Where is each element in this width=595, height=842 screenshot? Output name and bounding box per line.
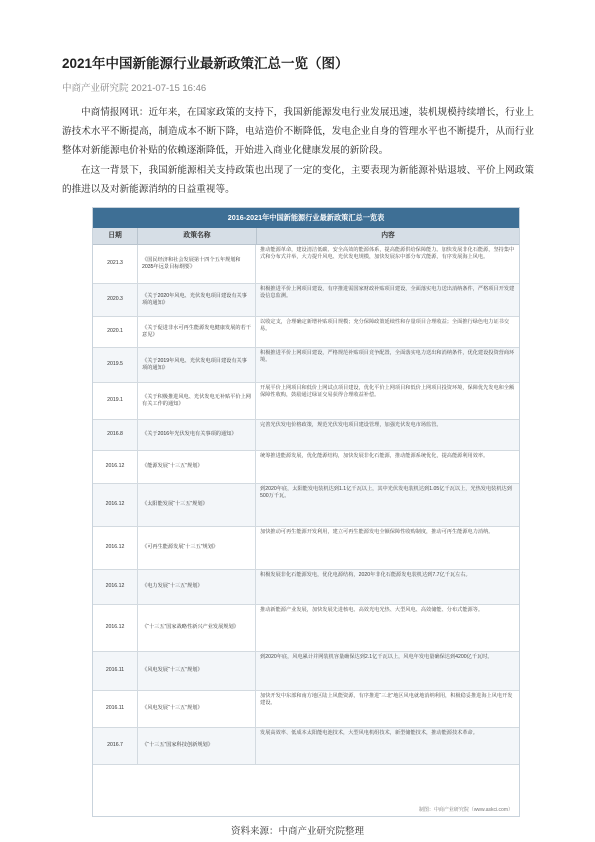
- row-content: 推动新能源产业发展，加快发展先进核电、高效光电光热、大型风电、高效储能、分布式能源等。: [260, 607, 484, 613]
- table-row: [93, 348, 519, 383]
- row-date: 2021.3: [93, 245, 138, 283]
- table-row: [93, 570, 519, 605]
- source-note: 资料来源：中商产业研究院整理: [230, 826, 364, 837]
- row-content: 加快推动可再生能源开发利用，建立可再生能源发电全额保障性收购制度，推动可再生能源电力消纳。: [260, 529, 494, 535]
- row-content: 发展高效率、低成本太阳能电池技术，大型风电机组技术，新型储能技术，推动能源技术革命。: [260, 730, 478, 736]
- table-row: [93, 317, 519, 348]
- row-content: 开展平价上网项目和低价上网试点项目建设，优化平价上网项目和低价上网项目投资环境，保障优先发电和全额保障性收购，鼓励通过绿证交易获得合理收益补偿。: [260, 385, 515, 399]
- figure-footnote: 制图：中商产业研究院（www.askci.com）: [418, 807, 513, 813]
- table-body: [93, 245, 519, 765]
- policy-table-figure: [92, 207, 520, 817]
- table-header: [93, 228, 519, 245]
- row-content: 加快开发中东部和南方地区陆上风能资源，有序推进“三北”地区风电就地消纳利用，积极稳妥推进海上风电开发建设。: [260, 693, 513, 707]
- article-meta: 中商产业研究院 2021-07-15 16:46: [62, 83, 207, 94]
- table-title: 2016-2021年中国新能源行业最新政策汇总一览表: [93, 208, 519, 228]
- row-date: 2016.12: [93, 605, 138, 651]
- row-policy-name: 《关于2019年风电、光伏发电项目建设有关事项的通知》: [138, 348, 256, 382]
- row-date: 2019.1: [93, 383, 138, 419]
- row-policy-name: 《国民经济和社会发展第十四个五年规划和2035年远景目标纲要》: [138, 245, 256, 283]
- row-content: 推动能源革命，建设清洁低碳、安全高效的能源体系，提高能源供给保障能力。加快发展非化石能源，坚持集中式和分布式并举，大力提升风电、光伏发电规模，加快发展东中部分布式能源，有序发展海上风电。: [260, 247, 515, 261]
- row-policy-name: 《电力发展“十三五”规划》: [138, 570, 256, 604]
- row-policy-name: 《关于促进非水可再生能源发电健康发展的若干意见》: [138, 317, 256, 347]
- table-row: [93, 527, 519, 570]
- row-date: 2016.12: [93, 484, 138, 526]
- column-header-policy: 政策名称: [138, 228, 257, 244]
- row-policy-name: 《可再生能源发展“十三五”规划》: [138, 527, 256, 569]
- row-date: 2016.8: [93, 420, 138, 450]
- column-header-content: 内容: [381, 232, 395, 239]
- row-date: 2019.5: [93, 348, 138, 382]
- row-policy-name: 《关于2020年风电、光伏发电项目建设有关事项的通知》: [138, 284, 256, 316]
- row-content: 统筹推进能源发展，优化能源结构，加快发展非化石能源，推动能源系统优化，提高能源利用效率。: [260, 453, 489, 459]
- row-content: 以收定支，合理确定新增补贴项目规模；充分保障政策延续性和存量项目合理收益；全面推行绿色电力证书交易。: [260, 319, 510, 333]
- row-content: 积极推进平价上网项目建设，有序推进需国家财政补贴项目建设，全面落实电力送出消纳条件，严格项目开发建设信息监测。: [260, 286, 515, 300]
- row-date: 2016.11: [93, 652, 138, 690]
- table-row: [93, 420, 519, 451]
- row-policy-name: 《关于积极推进风电、光伏发电无补贴平价上网有关工作的通知》: [138, 383, 256, 419]
- article-title: 2021年中国新能源行业最新政策汇总一览（图）: [62, 56, 349, 71]
- paragraph-2: 在这一背景下，我国新能源相关支持政策也出现了一定的变化，主要表现为新能源补贴退坡、平价上网政策的推进以及对新能源消纳的日益重视等。: [62, 165, 534, 195]
- row-content: 积极发展非化石能源发电，优化电源结构，2020年非化石能源发电装机达到7.7亿千瓦左右。: [260, 572, 471, 578]
- row-date: 2020.1: [93, 317, 138, 347]
- table-row: [93, 484, 519, 527]
- row-date: 2016.12: [93, 451, 138, 483]
- table-row: [93, 284, 519, 317]
- row-policy-name: 《“十三五”国家科技创新规划》: [138, 728, 256, 764]
- row-date: 2016.12: [93, 527, 138, 569]
- table-row: [93, 652, 519, 691]
- table-row: [93, 383, 519, 420]
- row-policy-name: 《“十三五”国家战略性新兴产业发展规划》: [138, 605, 256, 651]
- row-policy-name: 《风电发展“十三五”规划》: [138, 691, 256, 727]
- table-row: [93, 451, 519, 484]
- row-date: 2016.7: [93, 728, 138, 764]
- row-content: 积极推进平价上网项目建设，严格规范补贴项目竞争配置，全面落实电力送出和消纳条件，优化建设投资营商环境。: [260, 350, 515, 364]
- table-row: [93, 605, 519, 652]
- table-row: [93, 728, 519, 765]
- row-policy-name: 《风电发展“十三五”规划》: [138, 652, 256, 690]
- row-date: 2016.11: [93, 691, 138, 727]
- table-row: [93, 245, 519, 284]
- paragraph-1: 中商情报网讯：近年来，在国家政策的支持下，我国新能源发电行业发展迅速，装机规模持续增长，行业上游技术水平不断提高，制造成本不断下降，电站造价不断降低，发电企业自身的管理水平也不断提升，从而行业整体对新能源电价补贴的依赖逐渐降低，开始进入商业化健康发展的新阶段。: [62, 107, 534, 156]
- row-content: 到2020年底，风电累计并网装机容量确保达到2.1亿千瓦以上，风电年发电量确保达到4200亿千瓦时。: [260, 654, 493, 660]
- column-header-date: 日期: [93, 228, 138, 244]
- row-content: 到2020年底，太阳能发电装机达到1.1亿千瓦以上，其中光伏发电装机达到1.05亿千瓦以上，光热发电装机达到500万千瓦。: [260, 486, 512, 500]
- row-content: 完善光伏发电价格政策，规范光伏发电项目建设管理，加强光伏发电市场监管。: [260, 422, 442, 428]
- row-policy-name: 《太阳能发展“十三五”规划》: [138, 484, 256, 526]
- row-date: 2016.12: [93, 570, 138, 604]
- row-policy-name: 《能源发展“十三五”规划》: [138, 451, 256, 483]
- row-policy-name: 《关于2016年光伏发电有关事项的通知》: [138, 420, 256, 450]
- row-date: 2020.3: [93, 284, 138, 316]
- table-row: [93, 691, 519, 728]
